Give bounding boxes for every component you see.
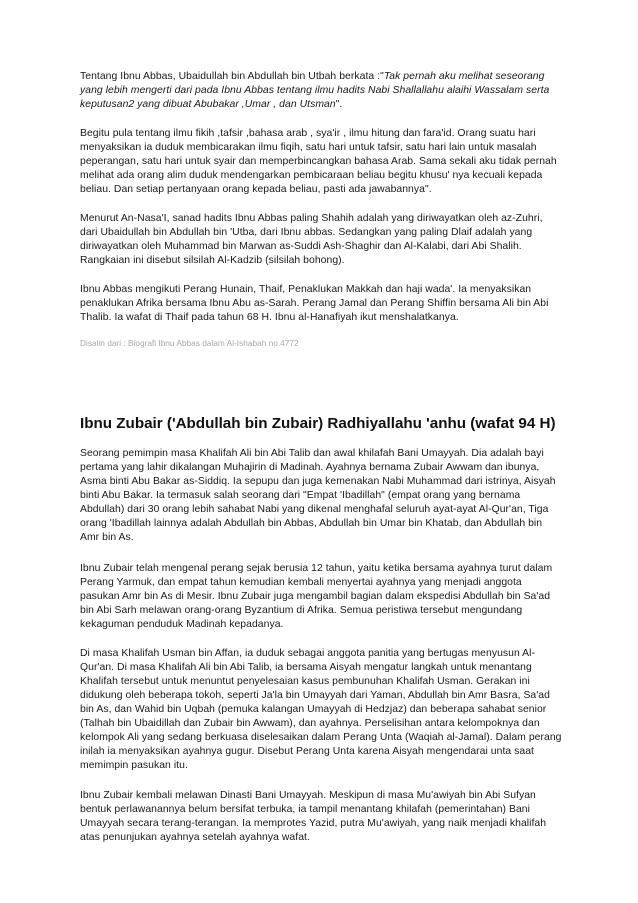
paragraph-pemimpin: Seorang pemimpin masa Khalifah Ali bin Abi Talib dan awal khilafah Bani Umayyah. Dia adalah bayi pertama yang lahir dikalangan Muhajirin di Madinah. Ayahnya bernama Zubair Awwam dan ibunya, Asma binti Abu Bakar as-Siddiq. Ia sepupu dan juga kemenakan Nabi Muhammad dari istrinya, Aisyah binti Abu Bakar. Ia termasuk salah seorang dari "Empat 'Ibadillah" (empat orang yang bernama Abdullah) dari 30 orang lebih sahabat Nabi yang dikenal menghafal seluruh ayat-ayat Al-Qur'an, Tiga orang 'Ibadillah lainnya adalah Abdullah bin Abbas, Abdullah bin Umar bin Khatab, dan Abdullah bin Amr bin As. [80,448,556,543]
quote-text: Tak pernah aku melihat seseorang yang lebih mengerti dari pada Ibnu Abbas tentang ilmu hadits Nabi Shallallahu alaihi Wassalam serta keputusan2 yang dibuat Abubakar ,Umar , dan Utsman [80,71,550,110]
paragraph-mengenal-perang: Ibnu Zubair telah mengenal perang sejak berusia 12 tahun, yaitu ketika bersama ayahnya turut dalam Perang Yarmuk, dan empat tahun kemudian kembali menyertai ayahnya yang menjadi anggota pasukan Amr bin As di Mesir. Ibnu Zubair juga mengambil bagian dalam ekspedisi Abdullah bin Sa'ad bin Abi Sarh melawan orang-orang Byzantium di Afrika. Semua peristiwa tersebut mengundang kekaguman penduduk Madinah kepadanya. [80,563,553,630]
section-heading-ibnu-zubair: Ibnu Zubair ('Abdullah bin Zubair) Radhiyallahu 'anhu (wafat 94 H) [80,415,556,432]
paragraph-khalifah-usman: Di masa Khalifah Usman bin Affan, ia duduk sebagai anggota panitia yang bertugas menyusun Al-Qur'an. Di masa Khalifah Ali bin Abi Talib, ia bersama Aisyah mengatur langkah untuk menantang Khalifah tersebut untuk menuntut penyelesaian kasus pembunuhan Khalifah Usman. Gerakan ini didukung oleh beberapa tokoh, seperti Ja'la bin Umayyah dari Yaman, Abdullah bin Amr Basra, Sa'ad bin As, dan Wahid bin Uqbah (pemuka kalangan Umayyah di Hedzjaz) dan beberapa sahabat senior (Talhah bin Ubaidillah dan Zubair bin Awwam), dan ayahnya. Perselisihan antara kelompoknya dan kelompok Ali yang sedang berkuasa diselesaikan dalam Perang Unta (Waqiah al-Jamal). Dalam perang inilah ia menyaksikan ayahnya gugur. Disebut Perang Unta karena Aisyah mengendarai unta saat memimpin pasukan itu. [80,648,562,771]
paragraph-an-nasai: Menurut An-Nasa'I, sanad hadits Ibnu Abbas paling Shahih adalah yang diriwayatkan oleh az-Zuhri, dari Ubaidullah bin Abdullah bin 'Utba, dari Ibnu abbas. Sedangkan yang paling Dlaif adalah yang diriwayatkan oleh Muhammad bin Marwan as-Suddi Ash-Shaghir dan Al-Kalabi, dari Abi Shalih. Rangkaian ini disebut silsilah Al-Kadzib (silsilah bohong). [80,213,543,266]
quote-tail: ". [335,99,343,110]
paragraph-bani-umayyah: Ibnu Zubair kembali melawan Dinasti Bani Umayyah. Meskipun di masa Mu'awiyah bin Abi Sufyan bentuk perlawanannya belum bersifat terbuka, ia tampil menantang khilafah (pemerintahan) Bani Umayyah secara terang-terangan. Ia memprotes Yazid, putra Mu'awiyah, yang naik menjadi khalifah atas penunjukan ayahnya setelah ayahnya wafat. [80,790,547,843]
source-citation: Disalin dari : Biografi Ibnu Abbas dalam Al-Ishabah no.4772 [80,338,299,348]
paragraph-perang-hunain: Ibnu Abbas mengikuti Perang Hunain, Thaif, Penaklukan Makkah dan haji wada'. Ia menyaksikan penaklukan Afrika bersama Ibnu Abu as-Sarah. Perang Jamal dan Perang Shiffin bersama Ali bin Abi Thalib. Ia wafat di Thaif pada tahun 68 H. Ibnu al-Hanafiyah ikut menshalatkanya. [80,284,549,323]
paragraph-ubaidullah-quote [80,70,562,112]
document-body [80,70,562,845]
paragraph-fikih-tafsir: Begitu pula tentang ilmu fikih ,tafsir ,bahasa arab , sya'ir , ilmu hitung dan fara'id. Orang suatu hari menyaksikan ia duduk membicarakan ilmu fiqih, satu hari untuk tafsir, satu hari lain untuk masalah peperangan, satu hari untuk syair dan memperbincangkan bahasa Arab. Sama sekali aku tidak pernah melihat ada orang alim duduk mendengarkan pembicaraan beliau begitu khusu' nya kecuali kepada beliau. Dan setiap pertanyaan orang kepada beliau, pasti ada jawabannya". [80,128,557,195]
quote-lead: Tentang Ibnu Abbas, Ubaidullah bin Abdullah bin Utbah berkata :" [80,71,384,82]
